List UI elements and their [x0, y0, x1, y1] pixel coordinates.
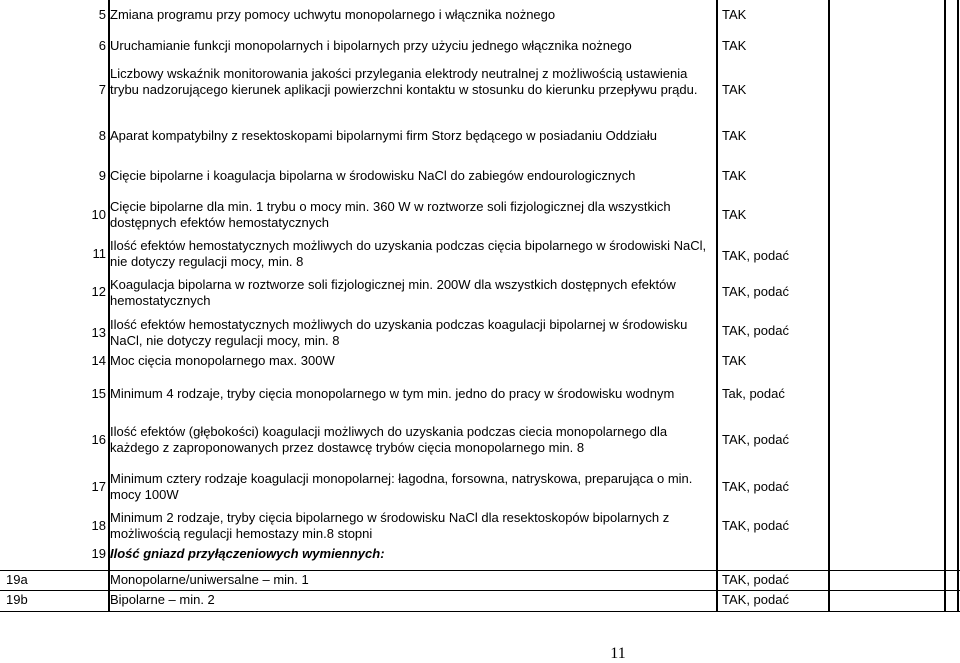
- table-border-mid: [716, 0, 718, 612]
- row-value: TAK: [722, 168, 747, 183]
- row-description: Ilość efektów hemostatycznych możliwych do uzyskania podczas cięcia bipolarnego w środowiski NaCl, nie dotyczy regulacji mocy, min. 8: [110, 238, 707, 269]
- row-description: Ilość gniazd przyłączeniowych wymiennych:: [110, 546, 385, 561]
- row-number: 15: [91, 386, 106, 401]
- row-description: Ilość efektów (głębokości) koagulacji możliwych do uzyskania podczas ciecia monopolarnego dla każdego z zaproponowanych przez dostawcę trybów cięcia monopolarnego min. 8: [110, 424, 668, 455]
- row-number: 6: [98, 38, 106, 53]
- row-description: Liczbowy wskaźnik monitorowania jakości przylegania elektrody neutralnej z możliwością ustawienia trybu nadzorującego kierunek aplikacji powierzchni kontaktu w stosunku do kierunku przepływu prądu.: [110, 66, 698, 97]
- row-number: 17: [91, 479, 106, 494]
- row-number: 13: [91, 325, 106, 340]
- row-description: Bipolarne – min. 2: [110, 592, 215, 607]
- row-value: TAK: [722, 38, 747, 53]
- table-border-right-1: [828, 0, 830, 612]
- row-number: 18: [91, 518, 106, 533]
- row-number: 5: [98, 7, 106, 22]
- row-description: Cięcie bipolarne i koagulacja bipolarna w środowisku NaCl do zabiegów endourologicznych: [110, 168, 636, 183]
- row-description: Zmiana programu przy pomocy uchwytu monopolarnego i włącznika nożnego: [110, 7, 556, 22]
- row-divider: [0, 590, 960, 591]
- row-value: TAK, podać: [722, 432, 789, 447]
- row-number: 19a: [6, 572, 28, 587]
- table-border-right-2: [944, 0, 946, 612]
- row-divider: [0, 570, 960, 571]
- row-description: Ilość efektów hemostatycznych możliwych do uzyskania podczas koagulacji bipolarnej w środowisku NaCl, nie dotyczy regulacji mocy, min. 8: [110, 317, 688, 348]
- row-description: Cięcie bipolarne dla min. 1 trybu o mocy min. 360 W w roztworze soli fizjologicznej dla wszystkich dostępnych efektów hemostatycznych: [110, 199, 671, 230]
- row-value: TAK, podać: [722, 248, 789, 263]
- row-value: TAK, podać: [722, 284, 789, 299]
- row-number: 12: [91, 284, 106, 299]
- page-number: 11: [610, 645, 626, 662]
- row-number: 19b: [6, 592, 28, 607]
- row-description: Minimum 2 rodzaje, tryby cięcia bipolarnego w środowisku NaCl dla resektoskopów bipolarnych z możliwością regulacji hemostazy min.8 stopni: [110, 510, 670, 541]
- row-value: TAK, podać: [722, 479, 789, 494]
- row-description: Koagulacja bipolarna w roztworze soli fizjologicznej min. 200W dla wszystkich dostępnych efektów hemostatycznych: [110, 277, 676, 308]
- row-value: TAK: [722, 7, 747, 22]
- row-value: TAK: [722, 82, 747, 97]
- row-value: TAK: [722, 353, 747, 368]
- row-description: Uruchamianie funkcji monopolarnych i bipolarnych przy użyciu jednego włącznika nożnego: [110, 38, 632, 53]
- row-description: Monopolarne/uniwersalne – min. 1: [110, 572, 309, 587]
- row-number: 10: [91, 207, 106, 222]
- row-value: TAK, podać: [722, 518, 789, 533]
- row-number: 11: [92, 246, 106, 261]
- row-value: TAK, podać: [722, 592, 789, 607]
- row-value: Tak, podać: [722, 386, 785, 401]
- row-description: Minimum 4 rodzaje, tryby cięcia monopolarnego w tym min. jedno do pracy w środowisku wodnym: [110, 386, 675, 401]
- row-description: Moc cięcia monopolarnego max. 300W: [110, 353, 335, 368]
- row-value: TAK: [722, 128, 747, 143]
- row-description: Aparat kompatybilny z resektoskopami bipolarnymi firm Storz będącego w posiadaniu Oddziału: [110, 128, 657, 143]
- table-border-right-3: [957, 0, 959, 612]
- row-number: 16: [91, 432, 106, 447]
- row-number: 19: [91, 546, 106, 561]
- row-value: TAK: [722, 207, 747, 222]
- row-value: TAK, podać: [722, 323, 789, 338]
- row-number: 7: [98, 82, 106, 97]
- row-number: 9: [98, 168, 106, 183]
- row-value: TAK, podać: [722, 572, 789, 587]
- row-description: Minimum cztery rodzaje koagulacji monopolarnej: łagodna, forsowna, natryskowa, preparująca o min. mocy 100W: [110, 471, 693, 502]
- table-border-bottom: [0, 611, 960, 612]
- row-number: 8: [98, 128, 106, 143]
- row-number: 14: [91, 353, 106, 368]
